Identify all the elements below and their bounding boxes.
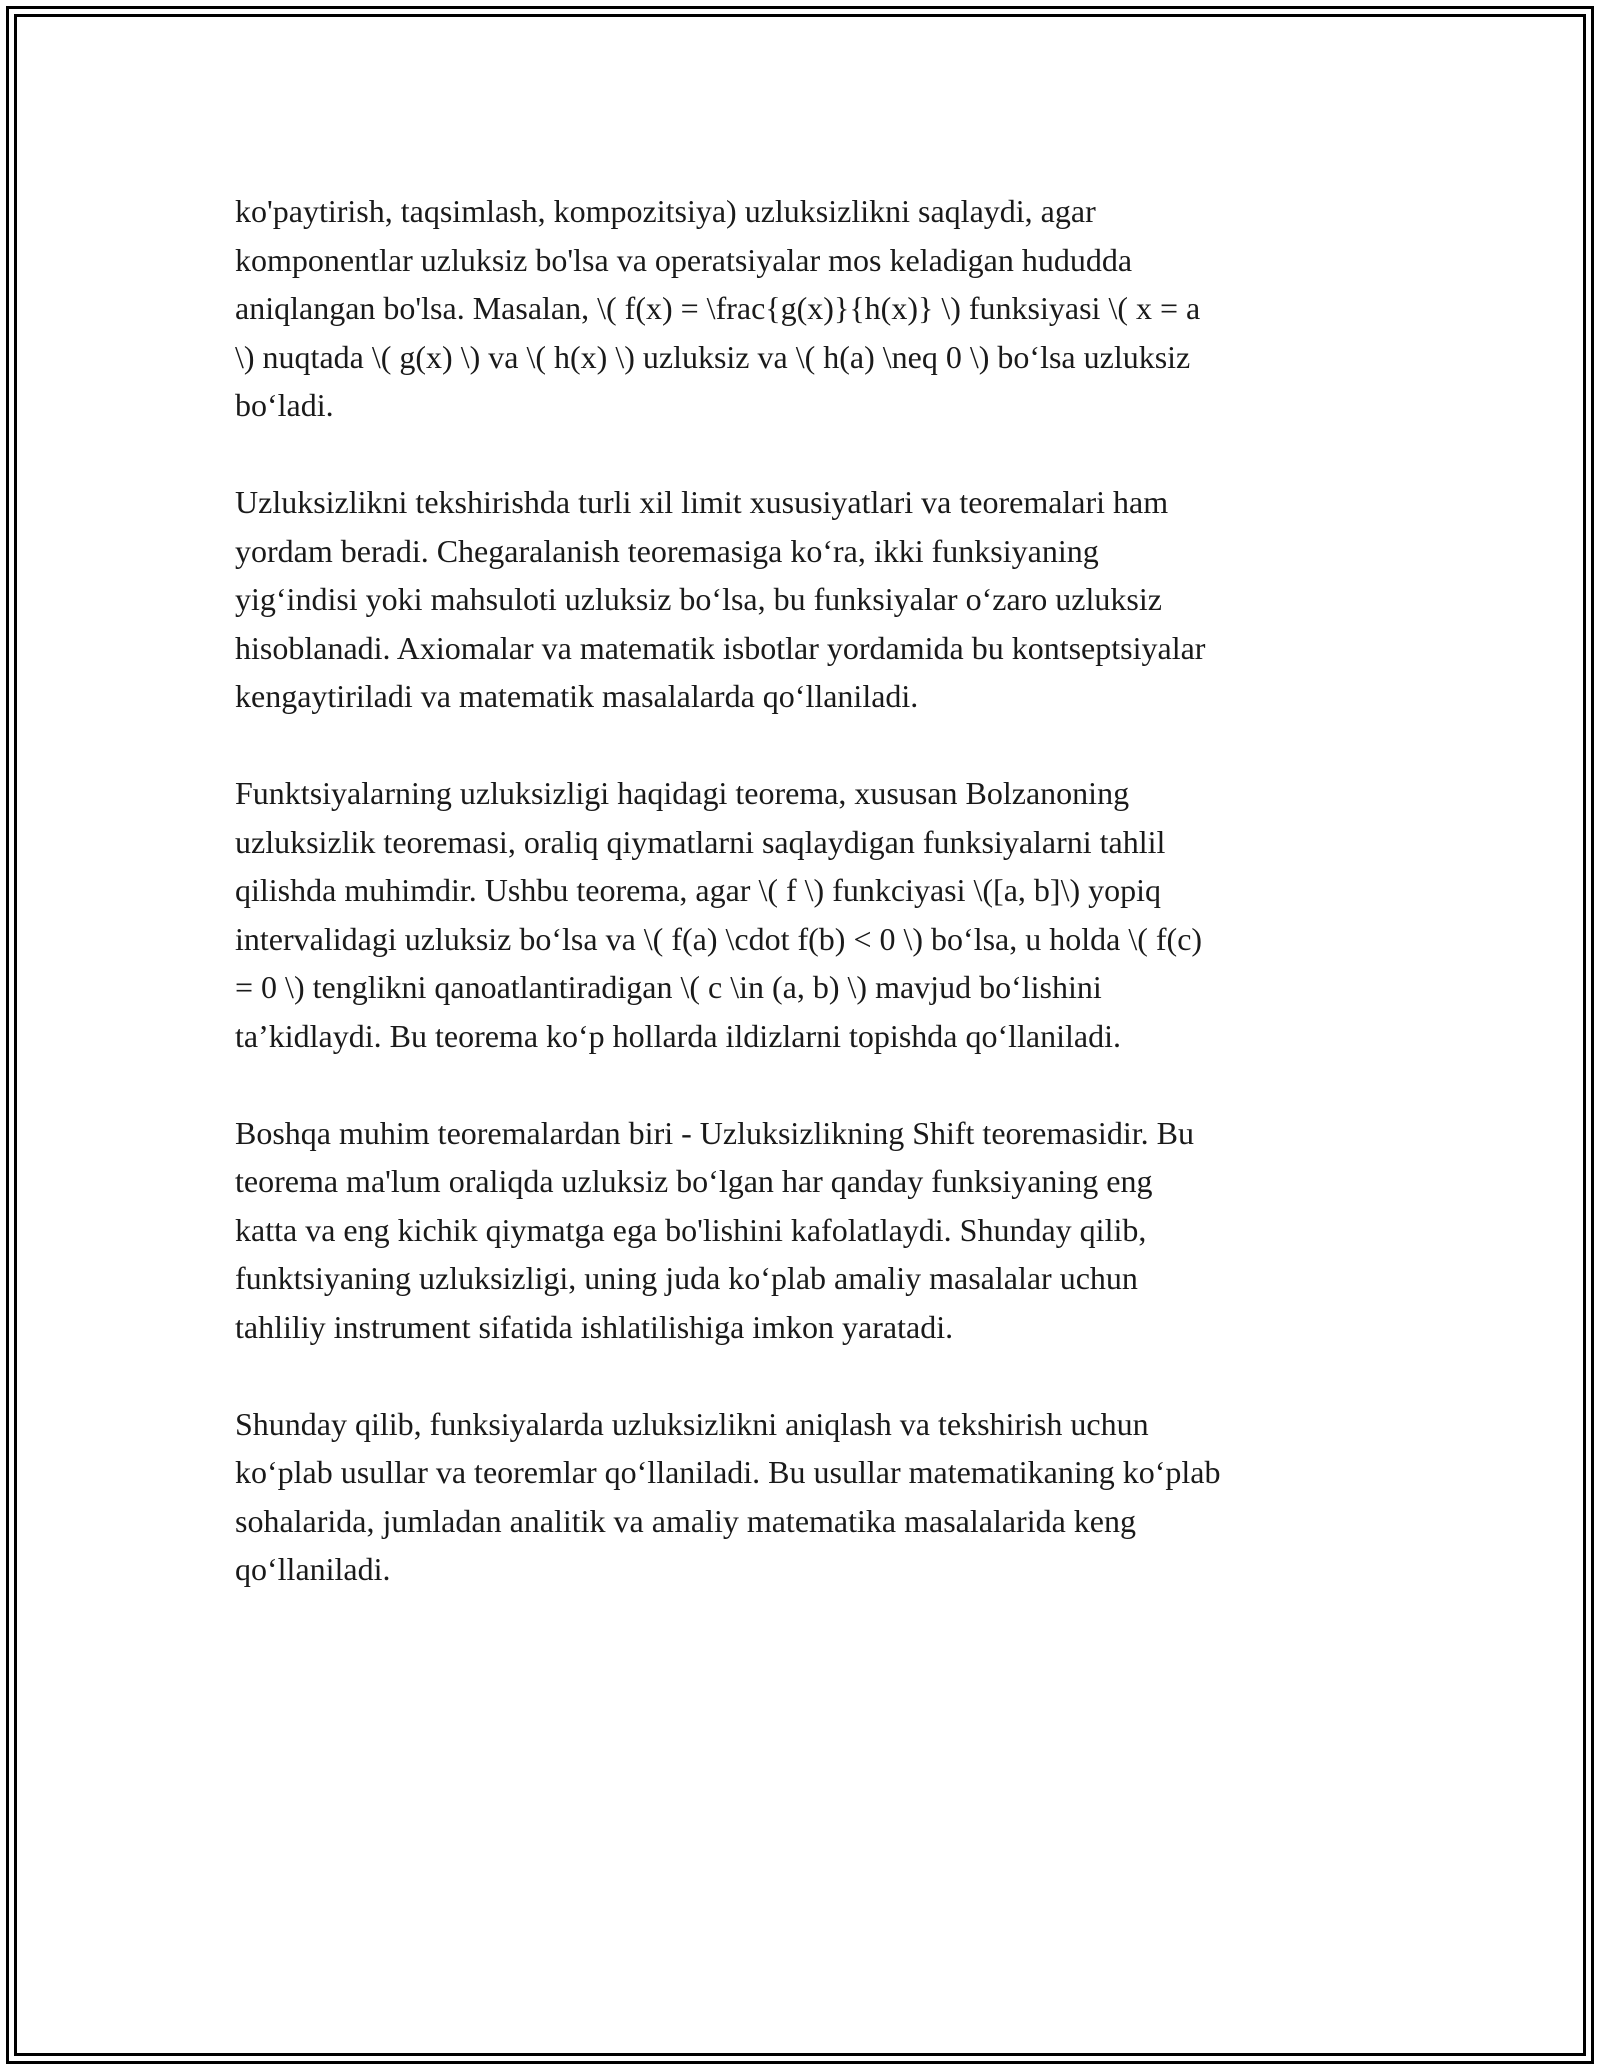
paragraph-3 <box>235 769 1375 1060</box>
text-line: \) nuqtada \( g(x) \) va \( h(x) \) uzluksiz va \( h(a) \neq 0 \) bo‘lsa uzluksiz <box>235 338 1191 375</box>
text-line: Funktsiyalarning uzluksizligi haqidagi teorema, xususan Bolzanoning <box>235 775 1130 811</box>
text-line: = 0 \) tenglikni qanoatlantiradigan \( c \in (a, b) \) mavjud bo‘lishini <box>235 969 1102 1005</box>
text-line: qilishda muhimdir. Ushbu teorema, agar \( f \) funkciyasi \([a, b]\) yopiq <box>235 872 1161 908</box>
text-line: yordam beradi. Chegaralanish teoremasiga ko‘ra, ikki funksiyaning <box>235 532 1099 569</box>
text-line: uzluksizlik teoremasi, oraliq qiymatlarni saqlaydigan funksiyalarni tahlil <box>235 823 1166 860</box>
text-line: tahliliy instrument sifatida ishlatilishiga imkon yaratadi. <box>235 1308 954 1345</box>
text-line: hisoblanadi. Axiomalar va matematik isbotlar yordamida bu kontseptsiyalar <box>235 629 1206 666</box>
text-line: yig‘indisi yoki mahsuloti uzluksiz bo‘lsa, bu funksiyalar o‘zaro uzluksiz <box>235 581 1162 617</box>
text-line: kengaytiriladi va matematik masalalarda qo‘llaniladi. <box>235 678 919 714</box>
document-body <box>235 187 1375 1642</box>
text-line: sohalarida, jumladan analitik va amaliy matematika masalalarida keng <box>235 1502 1136 1539</box>
text-line: bo‘ladi. <box>235 387 334 423</box>
text-line: funktsiyaning uzluksizligi, uning juda ko‘plab amaliy masalalar uchun <box>235 1260 1138 1296</box>
text-line: qo‘llaniladi. <box>235 1551 391 1587</box>
text-line: ko'paytirish, taqsimlash, kompozitsiya) uzluksizlikni saqlaydi, agar <box>235 193 1096 229</box>
paragraph-5 <box>235 1400 1375 1594</box>
text-line: ta’kidlaydi. Bu teorema ko‘p hollarda ildizlarni topishda qo‘llaniladi. <box>235 1017 1121 1054</box>
text-line: aniqlangan bo'lsa. Masalan, \( f(x) = \frac{g(x)}{h(x)} \) funksiyasi \( x = a <box>235 290 1201 326</box>
text-line: Boshqa muhim teoremalardan biri - Uzluksizlikning Shift teoremasidir. Bu <box>235 1114 1194 1151</box>
paragraph-2 <box>235 478 1375 721</box>
paragraph-4 <box>235 1109 1375 1352</box>
text-line: intervalidagi uzluksiz bo‘lsa va \( f(a) \cdot f(b) < 0 \) bo‘lsa, u holda \( f(c) <box>235 920 1203 957</box>
text-line: katta va eng kichik qiymatga ega bo'lishini kafolatlaydi. Shunday qilib, <box>235 1211 1147 1248</box>
text-line: teorema ma'lum oraliqda uzluksiz bo‘lgan har qanday funksiyaning eng <box>235 1163 1153 1199</box>
text-line: Uzluksizlikni tekshirishda turli xil limit xususiyatlari va teoremalari ham <box>235 484 1169 520</box>
paragraph-1 <box>235 187 1375 430</box>
text-line: Shunday qilib, funksiyalarda uzluksizlikni aniqlash va tekshirish uchun <box>235 1405 1149 1442</box>
text-line: ko‘plab usullar va teoremlar qo‘llaniladi. Bu usullar matematikaning ko‘plab <box>235 1454 1221 1490</box>
text-line: komponentlar uzluksiz bo'lsa va operatsiyalar mos keladigan hududda <box>235 241 1133 278</box>
